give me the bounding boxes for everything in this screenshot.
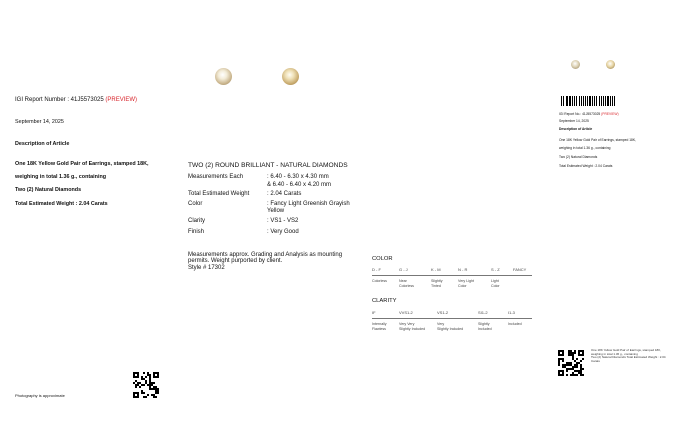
right-preview-tag: (PREVIEW) <box>601 112 619 116</box>
style-number: Style # 17302 <box>188 264 225 271</box>
right-mini-line-2: weighing in total 1.36 g., containing <box>591 351 638 356</box>
right-mini-line-4: Carats <box>591 358 600 363</box>
right-description-line-3: Two (2) Natural Diamonds <box>559 155 598 159</box>
color_scale-grade-name: Light <box>491 279 499 283</box>
color_scale-grade: K - M <box>431 267 441 272</box>
clarity-scale-heading: CLARITY <box>372 298 397 304</box>
color-scale-heading: COLOR <box>372 256 393 262</box>
color_scale-grade: N - R <box>458 267 468 272</box>
color_scale-grade: D - F <box>372 267 381 272</box>
color_scale-grade: G - J <box>399 267 408 272</box>
color_scale-grade-name: Slightly <box>431 279 443 283</box>
right-report-number-label: IGI Report No.: 41J5573025 <box>559 112 602 116</box>
diamond-photo-small-right <box>606 60 615 69</box>
description-line-2: weighing in total 1.36 g., containing <box>15 174 107 180</box>
photography-note: Photography is approximate <box>15 393 65 398</box>
grading-value: & 6.40 - 6.40 x 4.20 mm <box>267 182 332 188</box>
right-description-line-1: One 18K Yellow Gold Pair of Earrings, stamped 18K, <box>559 138 636 142</box>
grading-value: Yellow <box>267 208 285 214</box>
clarity_scale-grade-name: Included <box>478 326 492 331</box>
color_scale-grade: FANCY <box>513 267 527 272</box>
grading-note-line-1: Measurements approx. Grading and Analysis as mounting <box>188 252 343 258</box>
diamond-photo-small-left <box>571 60 580 69</box>
right-description-heading: Description of Article <box>559 127 593 131</box>
clarity_scale-grade-name: Slightly Included <box>437 326 464 331</box>
right-mini-description <box>591 349 666 363</box>
report-date: September 14, 2025 <box>15 119 64 125</box>
grading-label: Finish <box>188 229 205 235</box>
clarity_scale-grade-name: Slightly <box>478 322 490 326</box>
right-description-line-4: Total Estimated Weight : 2.04 Carats <box>559 164 613 168</box>
grading-label: Total Estimated Weight <box>188 191 250 197</box>
color_scale-grade-name: Colorless <box>399 283 414 288</box>
barcode <box>561 96 615 106</box>
grading-label: Measurements Each <box>188 174 244 180</box>
color-scale-line <box>372 275 532 276</box>
report-number-label: IGI Report Number : 41J5573025 <box>15 97 106 103</box>
color_scale-grade-name: Color <box>491 283 500 288</box>
right-report-number <box>559 112 619 116</box>
color_scale-grade-name: Very Light <box>458 279 474 283</box>
clarity_scale-grade: VVS1-2 <box>399 310 413 315</box>
clarity_scale-grade: SI1-2 <box>478 310 488 315</box>
color_scale-grade-name: Color <box>458 283 467 288</box>
diamond-photo-left <box>215 68 232 85</box>
grading-note <box>188 252 342 271</box>
grading-value: : 6.40 - 6.30 x 4.30 mm <box>267 174 329 180</box>
clarity-scale-line <box>372 318 532 319</box>
right-report-date: September 14, 2025 <box>559 119 589 123</box>
right-description-line-2: weighing in total 1.36 g., containing <box>559 146 611 150</box>
clarity_scale-grade-name: Flawless <box>372 326 386 331</box>
diamond-photo-right <box>282 68 299 85</box>
grading-value: : Very Good <box>267 229 299 235</box>
clarity_scale-grade-name: Very <box>437 322 445 326</box>
grading-value: : 2.04 Carats <box>267 191 302 197</box>
color_scale-grade: S - Z <box>491 267 500 272</box>
color_scale-grade-name: Tinted <box>431 283 441 288</box>
color_scale-grade-name: Near <box>399 279 407 283</box>
clarity_scale-grade-name: Internally <box>372 322 387 326</box>
clarity_scale-grade-name: Slightly Included <box>399 326 426 331</box>
qr-code-icon[interactable] <box>133 372 159 398</box>
preview-tag: (PREVIEW) <box>105 97 138 103</box>
clarity_scale-grade-name: Included <box>508 322 522 326</box>
clarity_scale-grade: IF <box>372 310 376 315</box>
color_scale-grade-name: Colorless <box>372 279 387 283</box>
grading-label: Clarity <box>188 218 206 224</box>
description-line-4: Total Estimated Weight : 2.04 Carats <box>15 201 108 207</box>
right-qr-code-icon[interactable] <box>558 350 584 376</box>
description-line-3: Two (2) Natural Diamonds <box>15 187 82 193</box>
grading-label: Color <box>188 201 203 207</box>
description-line-1: One 18K Yellow Gold Pair of Earrings, stamped 18K, <box>15 161 149 167</box>
right-mini-line-3: Two (2) Natural Diamonds Total Estimated Weight : 2.04 <box>591 355 666 360</box>
clarity_scale-grade-name: Very Very <box>399 322 415 326</box>
right-mini-line-1: One 18K Yellow Gold Pair of Earrings, stamped 18K, <box>591 348 662 352</box>
description-heading: Description of Article <box>15 141 70 147</box>
clarity_scale-grade: I1-3 <box>508 310 515 315</box>
grading-value: : Fancy Light Greenish Grayish <box>267 201 350 207</box>
grading-note-line-2: permits. Weight purported by client. <box>188 258 283 265</box>
article-title: TWO (2) ROUND BRILLIANT - NATURAL DIAMONDS <box>188 162 348 169</box>
report-number <box>15 97 137 103</box>
clarity_scale-grade: VS1-2 <box>437 310 449 315</box>
grading-value: : VS1 - VS2 <box>267 218 299 224</box>
